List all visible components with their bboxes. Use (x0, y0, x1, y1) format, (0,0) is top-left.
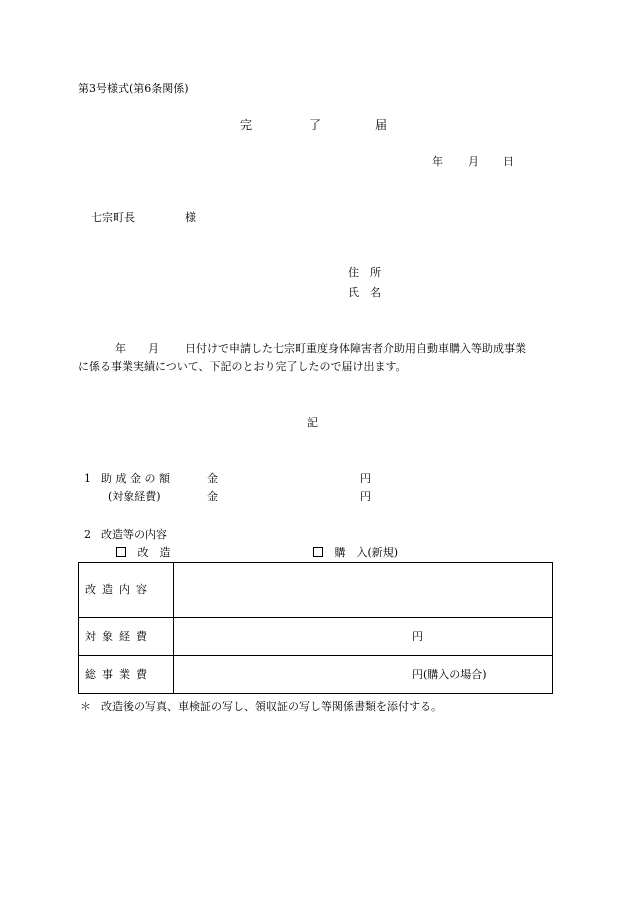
content-table (78, 562, 553, 694)
ki-heading: 記 (307, 416, 318, 429)
addressee-name: 七宗町長 (91, 211, 135, 224)
note-mark: ＊ (80, 700, 91, 713)
row-value-text: 円(購入の場合) (412, 667, 487, 681)
note-text: 改造後の写真、車検証の写し、領収証の写し等関係書類を添付する。 (101, 700, 442, 713)
body-year: 年 (115, 342, 126, 355)
section2-label: 改造等の内容 (101, 528, 167, 541)
option-modify-label: 改 造 (137, 546, 171, 559)
date-month: 月 (468, 155, 479, 168)
form-number: 第3号様式(第6条関係) (78, 82, 189, 95)
date-year: 年 (432, 155, 443, 168)
row-value[interactable] (174, 563, 553, 618)
option-modify[interactable] (116, 546, 171, 560)
section1-number: 1 (84, 472, 91, 485)
section2-number: 2 (84, 528, 91, 541)
row-value[interactable] (174, 656, 553, 694)
checkbox-purchase[interactable] (313, 547, 323, 557)
title-char-1: 完 (240, 118, 253, 132)
body-month: 月 (148, 342, 159, 355)
title-char-2: 了 (309, 118, 322, 132)
section1-label: 助 成 金 の 額 (101, 472, 170, 485)
option-purchase[interactable] (313, 546, 398, 560)
row-label: 対象経費 (79, 618, 174, 656)
option-purchase-label: 購 入(新規) (334, 546, 399, 559)
row-value-text: 円 (412, 629, 423, 643)
name-label: 氏 名 (348, 286, 381, 299)
section1-sub-label: (対象経費) (108, 490, 161, 503)
table-row (79, 618, 553, 656)
section1-yen: 円 (360, 472, 371, 485)
title-char-3: 届 (375, 118, 388, 132)
section1-sub-yen: 円 (360, 490, 371, 503)
row-value[interactable] (174, 618, 553, 656)
address-label: 住 所 (348, 266, 381, 279)
section1-sub-kin: 金 (207, 490, 218, 503)
table-row (79, 563, 553, 618)
row-label: 改造内容 (79, 563, 174, 618)
body-line1: 日付けで申請した七宗町重度身体障害者介助用自動車購入等助成事業 (185, 342, 526, 355)
date-day: 日 (503, 155, 514, 168)
section1-kin: 金 (207, 472, 218, 485)
body-line2: に係る事業実績について、下記のとおり完了したので届け出ます。 (78, 360, 407, 373)
checkbox-modify[interactable] (116, 547, 126, 557)
table-row (79, 656, 553, 694)
row-label: 総事業費 (79, 656, 174, 694)
addressee-honorific: 様 (185, 211, 196, 224)
